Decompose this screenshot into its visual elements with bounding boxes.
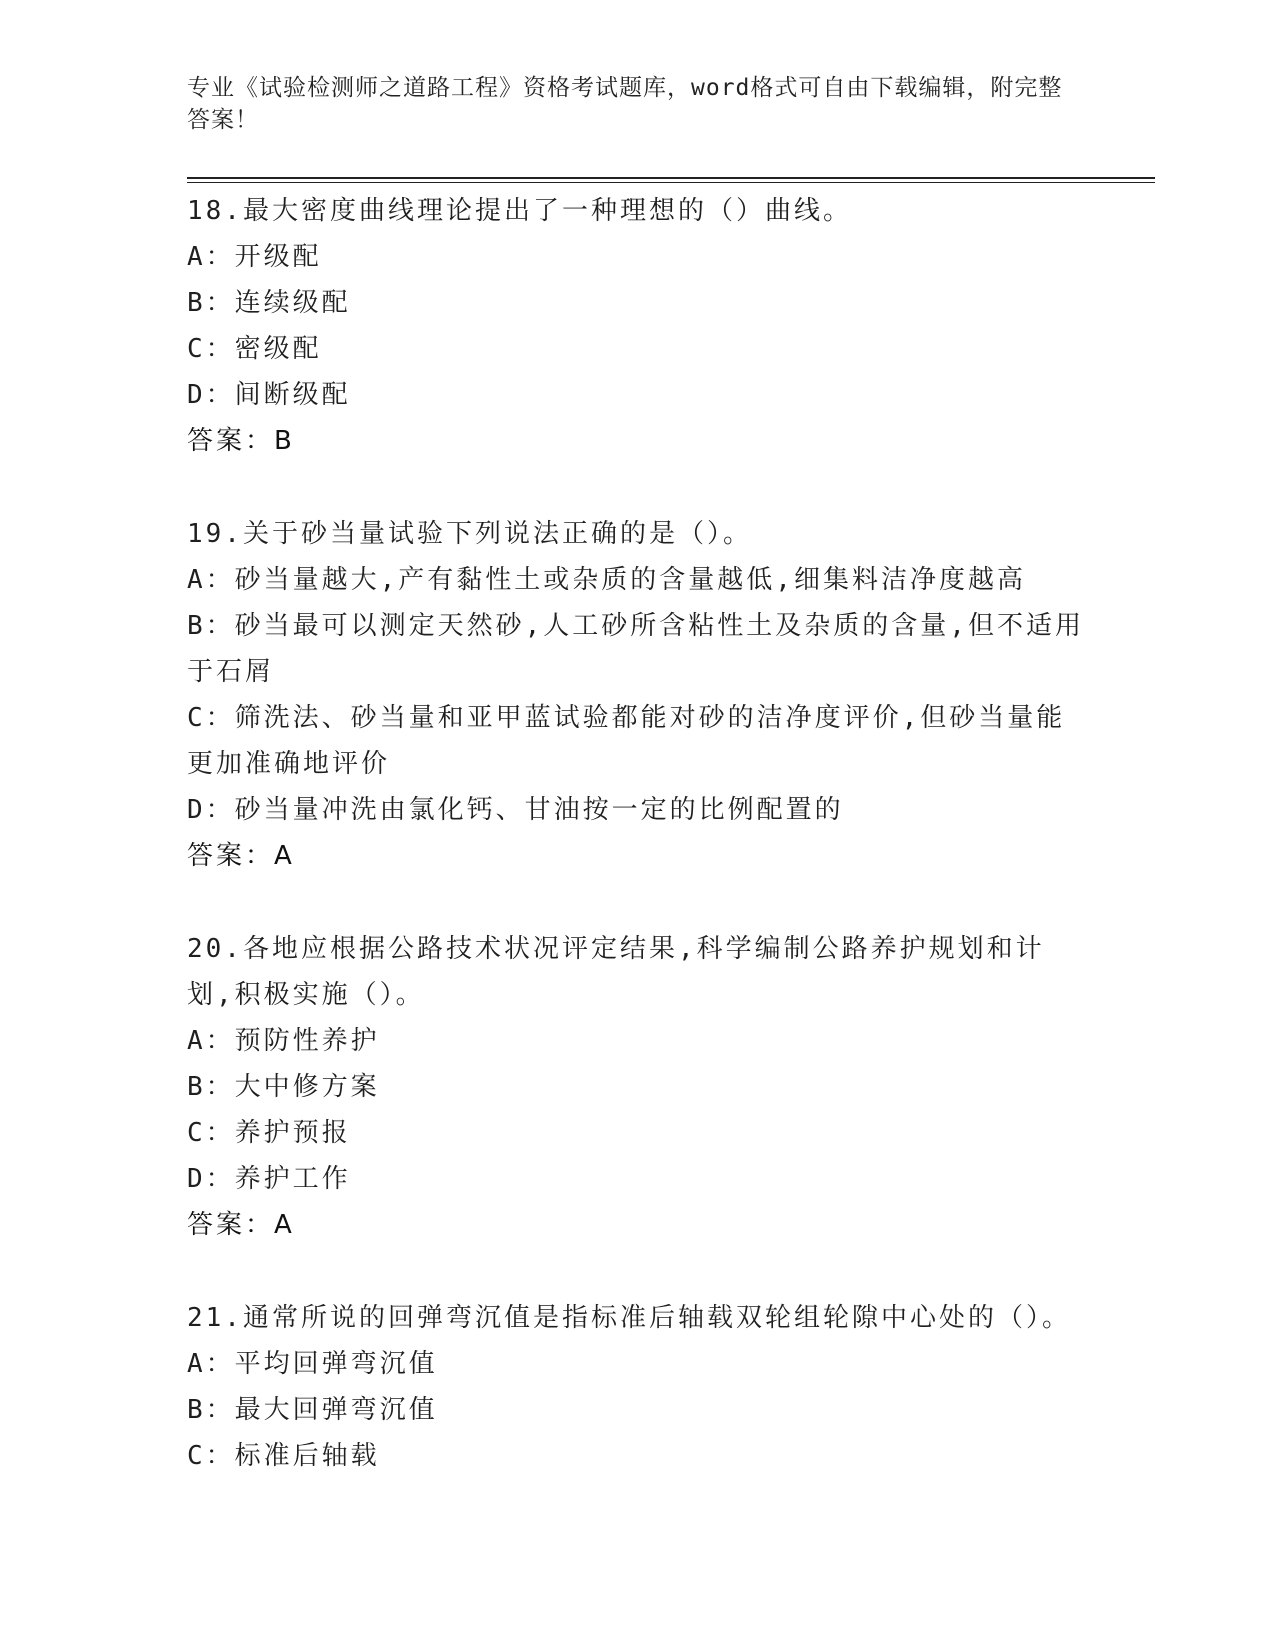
option-c: C：密级配	[187, 334, 322, 364]
option-d: D：养护工作	[187, 1164, 351, 1194]
question-19	[187, 511, 1087, 879]
question-stem: 18.最大密度曲线理论提出了一种理想的（）曲线。	[187, 196, 852, 226]
option-b: B：最大回弹弯沉值	[187, 1395, 438, 1425]
question-18	[187, 188, 1087, 464]
option-b: B：大中修方案	[187, 1072, 380, 1102]
option-a: A：平均回弹弯沉值	[187, 1349, 438, 1379]
question-stem: 21.通常所说的回弹弯沉值是指标准后轴载双轮组轮隙中心处的（）。	[187, 1303, 1071, 1333]
answer-line: 答案：A	[187, 1210, 295, 1240]
option-b: B：砂当最可以测定天然砂,人工砂所含粘性土及杂质的含量,但不适用于石屑	[187, 611, 1084, 687]
header-divider-thin	[187, 182, 1155, 183]
question-list	[187, 188, 1087, 1526]
option-d: D：间断级配	[187, 380, 351, 410]
answer-line: 答案：B	[187, 426, 295, 456]
option-c: C：养护预报	[187, 1118, 351, 1148]
header-divider-thick	[187, 177, 1155, 179]
question-21	[187, 1295, 1087, 1479]
option-c: C：标准后轴载	[187, 1441, 380, 1471]
option-a: A：开级配	[187, 242, 322, 272]
document-header: 专业《试验检测师之道路工程》资格考试题库，word格式可自由下载编辑，附完整答案！	[187, 75, 1063, 133]
option-a: A：预防性养护	[187, 1026, 380, 1056]
question-stem: 19.关于砂当量试验下列说法正确的是（）。	[187, 519, 752, 549]
option-a: A：砂当量越大,产有黏性土或杂质的含量越低,细集料洁净度越高	[187, 565, 1026, 595]
question-stem: 20.各地应根据公路技术状况评定结果,科学编制公路养护规划和计划,积极实施（）。	[187, 934, 1045, 1010]
answer-line: 答案：A	[187, 841, 295, 871]
option-b: B：连续级配	[187, 288, 351, 318]
option-d: D：砂当量冲洗由氯化钙、甘油按一定的比例配置的	[187, 795, 844, 825]
question-20	[187, 926, 1087, 1248]
option-c: C：筛洗法、砂当量和亚甲蓝试验都能对砂的洁净度评价,但砂当量能更加准确地评价	[187, 703, 1066, 779]
